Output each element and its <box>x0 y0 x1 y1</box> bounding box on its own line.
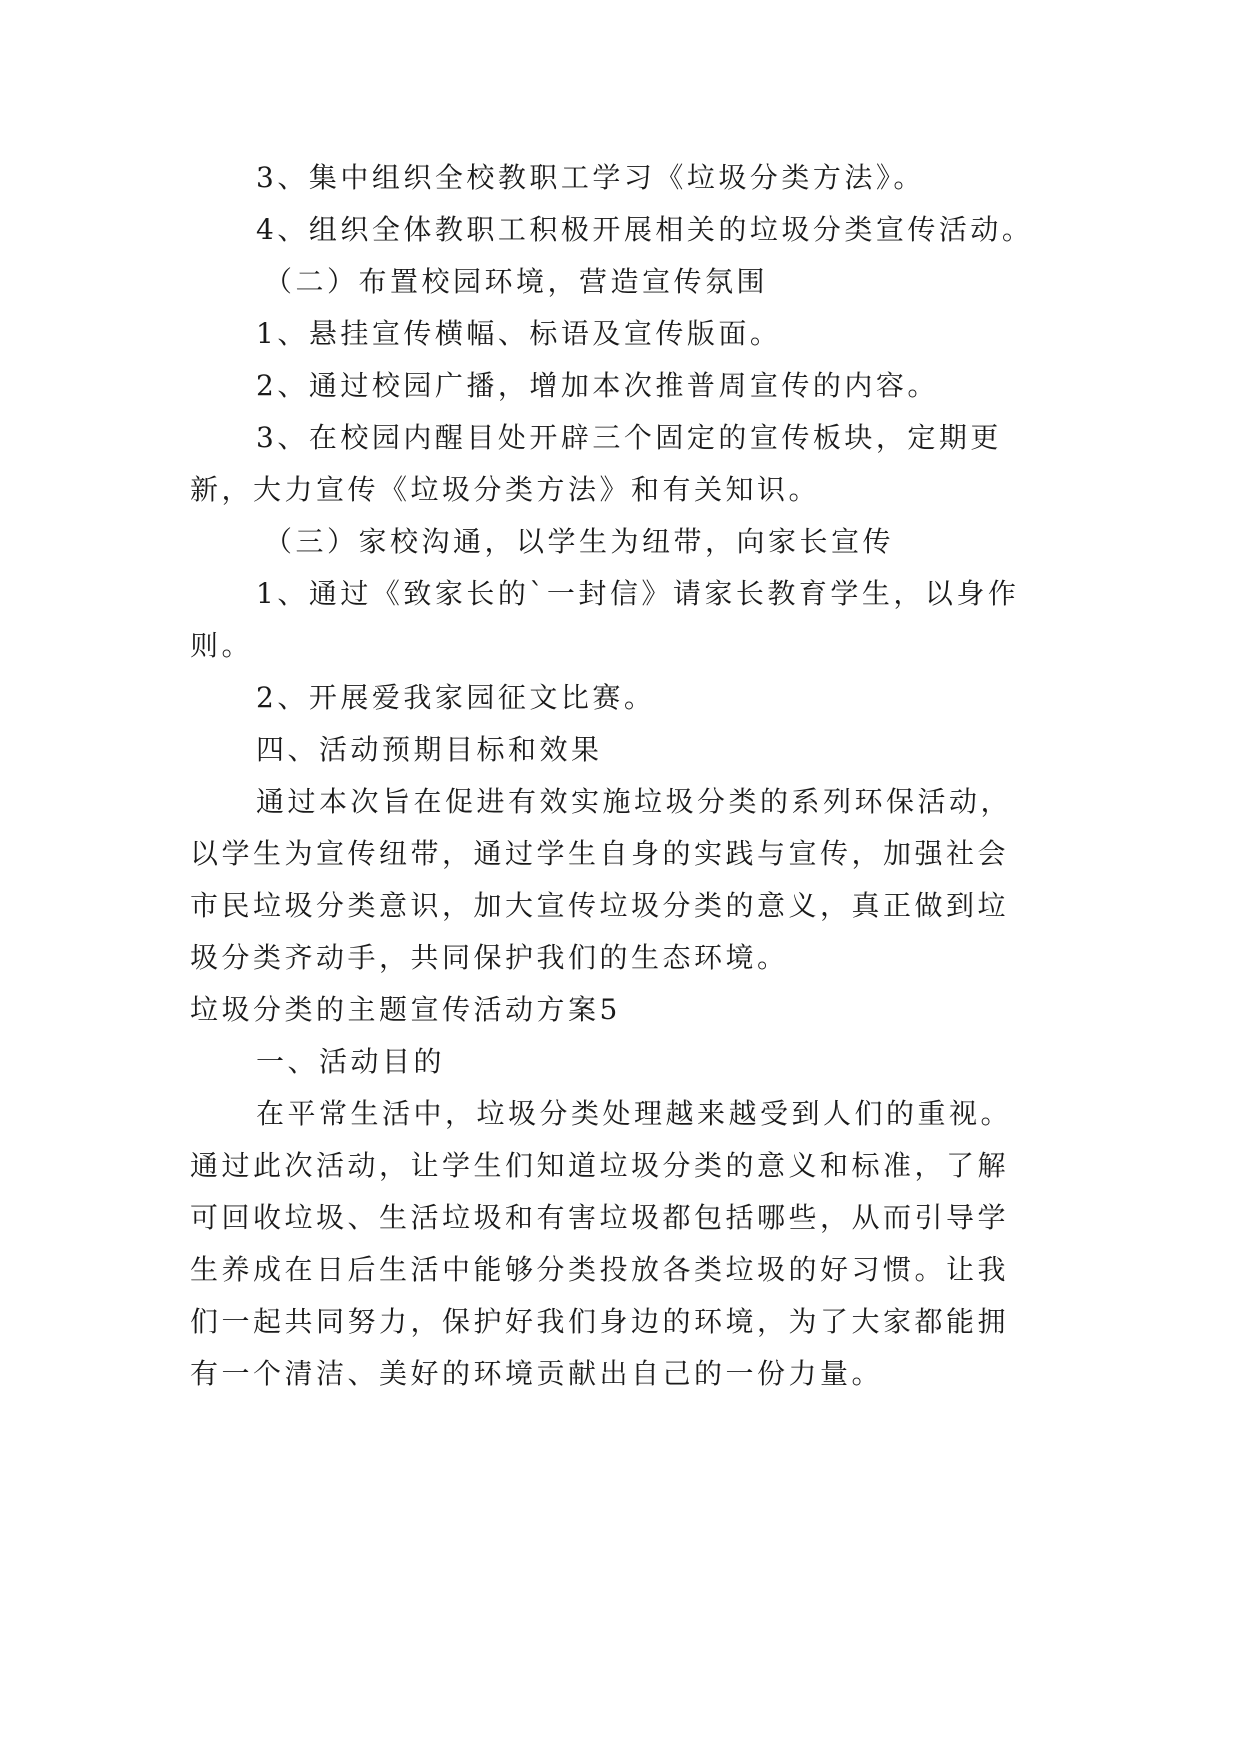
paragraph-line: 在平常生活中，垃圾分类处理越来越受到人们的重视。 <box>256 1097 1013 1130</box>
paragraph-line: 2、开展爱我家园征文比赛。 <box>256 681 656 714</box>
paragraph-line: 通过此次活动，让学生们知道垃圾分类的意义和标准，了解 <box>190 1149 1010 1182</box>
section-heading: 一、活动目的 <box>256 1045 446 1078</box>
paragraph-line: 通过本次旨在促进有效实施垃圾分类的系列环保活动， <box>256 785 1013 818</box>
paragraph-line: 们一起共同努力，保护好我们身边的环境，为了大家都能拥 <box>190 1305 1010 1338</box>
paragraph-line: 2、通过校园广播，增加本次推普周宣传的内容。 <box>256 369 939 402</box>
document-title: 垃圾分类的主题宣传活动方案5 <box>190 993 621 1026</box>
paragraph-line: 3、在校园内醒目处开辟三个固定的宣传板块，定期更 <box>256 421 1002 454</box>
paragraph-line: 新，大力宣传《垃圾分类方法》和有关知识。 <box>190 473 821 506</box>
section-heading: 四、活动预期目标和效果 <box>256 733 603 766</box>
paragraph-line: 可回收垃圾、生活垃圾和有害垃圾都包括哪些，从而引导学 <box>190 1201 1010 1234</box>
paragraph-line: 市民垃圾分类意识，加大宣传垃圾分类的意义，真正做到垃 <box>190 889 1010 922</box>
paragraph-line: 有一个清洁、美好的环境贡献出自己的一份力量。 <box>190 1357 884 1390</box>
paragraph-line: 3、集中组织全校教职工学习《垃圾分类方法》。 <box>256 161 925 194</box>
paragraph-line: 圾分类齐动手，共同保护我们的生态环境。 <box>190 941 789 974</box>
paragraph-line: 生养成在日后生活中能够分类投放各类垃圾的好习惯。让我 <box>190 1253 1010 1286</box>
paragraph-line: 则。 <box>190 629 254 662</box>
paragraph-line: 1、悬挂宣传横幅、标语及宣传版面。 <box>256 317 782 350</box>
paragraph-line: 1、通过《致家长的`一封信》请家长教育学生，以身作 <box>256 577 1020 610</box>
section-heading: （三）家校沟通，以学生为纽带，向家长宣传 <box>264 525 895 558</box>
paragraph-line: 以学生为宣传纽带，通过学生自身的实践与宣传，加强社会 <box>190 837 1010 870</box>
paragraph-line: 4、组织全体教职工积极开展相关的垃圾分类宣传活动。 <box>256 213 1034 246</box>
section-heading: （二）布置校园环境，营造宣传氛围 <box>264 265 769 298</box>
